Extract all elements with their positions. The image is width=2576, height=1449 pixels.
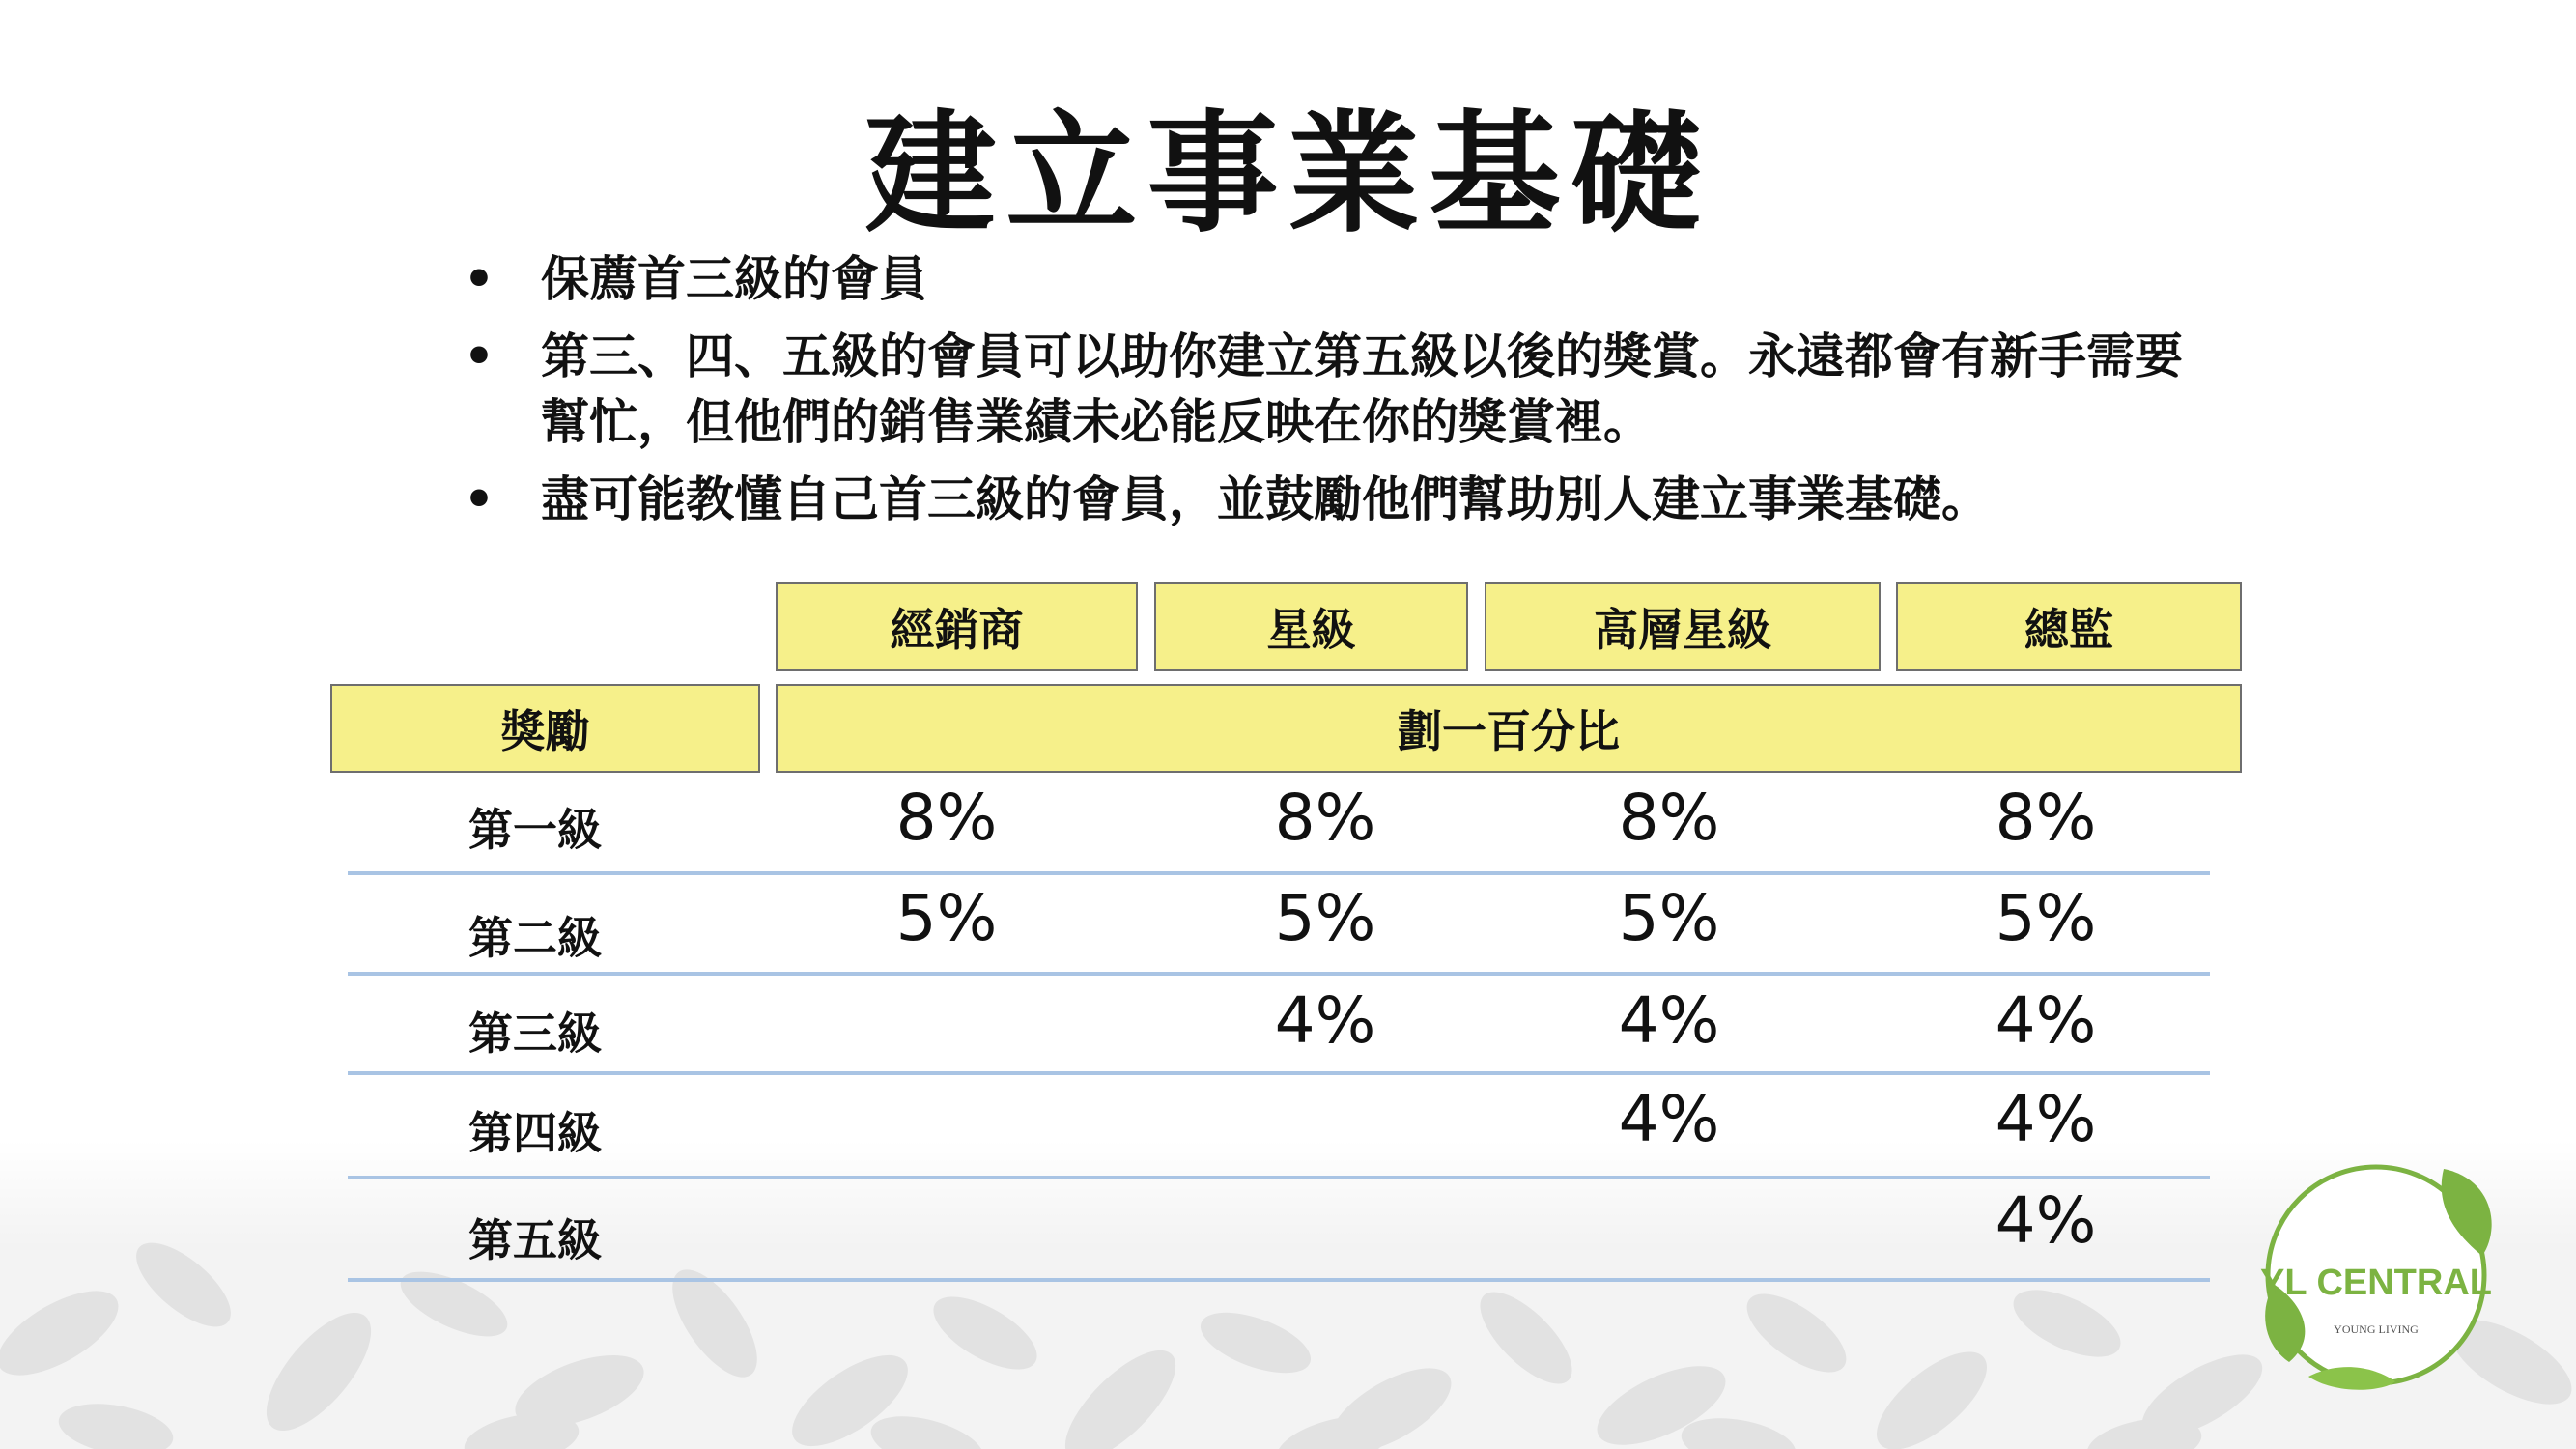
bullet-item	[464, 246, 2183, 312]
row-divider	[348, 1278, 2210, 1282]
bullet-item	[464, 324, 2183, 455]
row-label-level-3: 第三級	[468, 1008, 602, 1060]
cell-level-1-distributor: 8%	[895, 781, 998, 855]
bullet-item	[464, 467, 2183, 532]
cell-level-5-director: 4%	[1995, 1183, 2097, 1258]
row-label-level-1: 第一級	[468, 804, 602, 856]
row-divider	[348, 1176, 2210, 1179]
logo-text: YL CENTRAL	[2260, 1263, 2492, 1303]
row-label-level-4: 第四級	[468, 1107, 602, 1159]
cell-level-4-director: 4%	[1995, 1082, 2097, 1156]
cell-level-3-star: 4%	[1274, 983, 1376, 1058]
row-divider	[348, 972, 2210, 976]
percent-header: 劃一百分比	[776, 684, 2242, 773]
bullet-text: 盡可能教懂自己首三級的會員，並鼓勵他們幫助別人建立事業基礎。	[541, 471, 1990, 527]
bullet-text: 第三、四、五級的會員可以助你建立第五級以後的獎賞。永遠都會有新手需要幫忙，但他們的銷售業績未必能反映在你的獎賞裡。	[541, 328, 2183, 450]
bullet-marker: •	[464, 328, 495, 384]
reward-header: 獎勵	[330, 684, 760, 773]
cell-level-2-distributor: 5%	[895, 881, 998, 955]
column-header-director: 總監	[1896, 582, 2242, 671]
slide-title: 建立事業基礎	[864, 99, 1712, 251]
row-label-level-2: 第二級	[468, 912, 602, 964]
row-divider	[348, 1071, 2210, 1075]
cell-level-1-senior-star: 8%	[1618, 781, 1720, 855]
column-header-star: 星級	[1154, 582, 1468, 671]
cell-level-1-star: 8%	[1274, 781, 1376, 855]
bullet-text: 保薦首三級的會員	[541, 251, 927, 307]
cell-level-3-director: 4%	[1995, 983, 2097, 1058]
leaf-pattern-background	[0, 1140, 2576, 1449]
column-header-senior-star: 高層星級	[1485, 582, 1881, 671]
bullet-marker: •	[464, 251, 495, 307]
cell-level-2-senior-star: 5%	[1618, 881, 1720, 955]
leaf-circle-logo-icon	[2250, 1150, 2502, 1401]
logo-subtext: YOUNG LIVING	[2334, 1322, 2419, 1336]
row-divider	[348, 871, 2210, 875]
cell-level-3-senior-star: 4%	[1618, 983, 1720, 1058]
bullet-list	[464, 246, 2183, 544]
column-header-distributor: 經銷商	[776, 582, 1138, 671]
cell-level-2-star: 5%	[1274, 881, 1376, 955]
cell-level-1-director: 8%	[1995, 781, 2097, 855]
row-label-level-5: 第五級	[468, 1214, 602, 1266]
cell-level-4-senior-star: 4%	[1618, 1082, 1720, 1156]
bullet-marker: •	[464, 471, 495, 527]
cell-level-2-director: 5%	[1995, 881, 2097, 955]
